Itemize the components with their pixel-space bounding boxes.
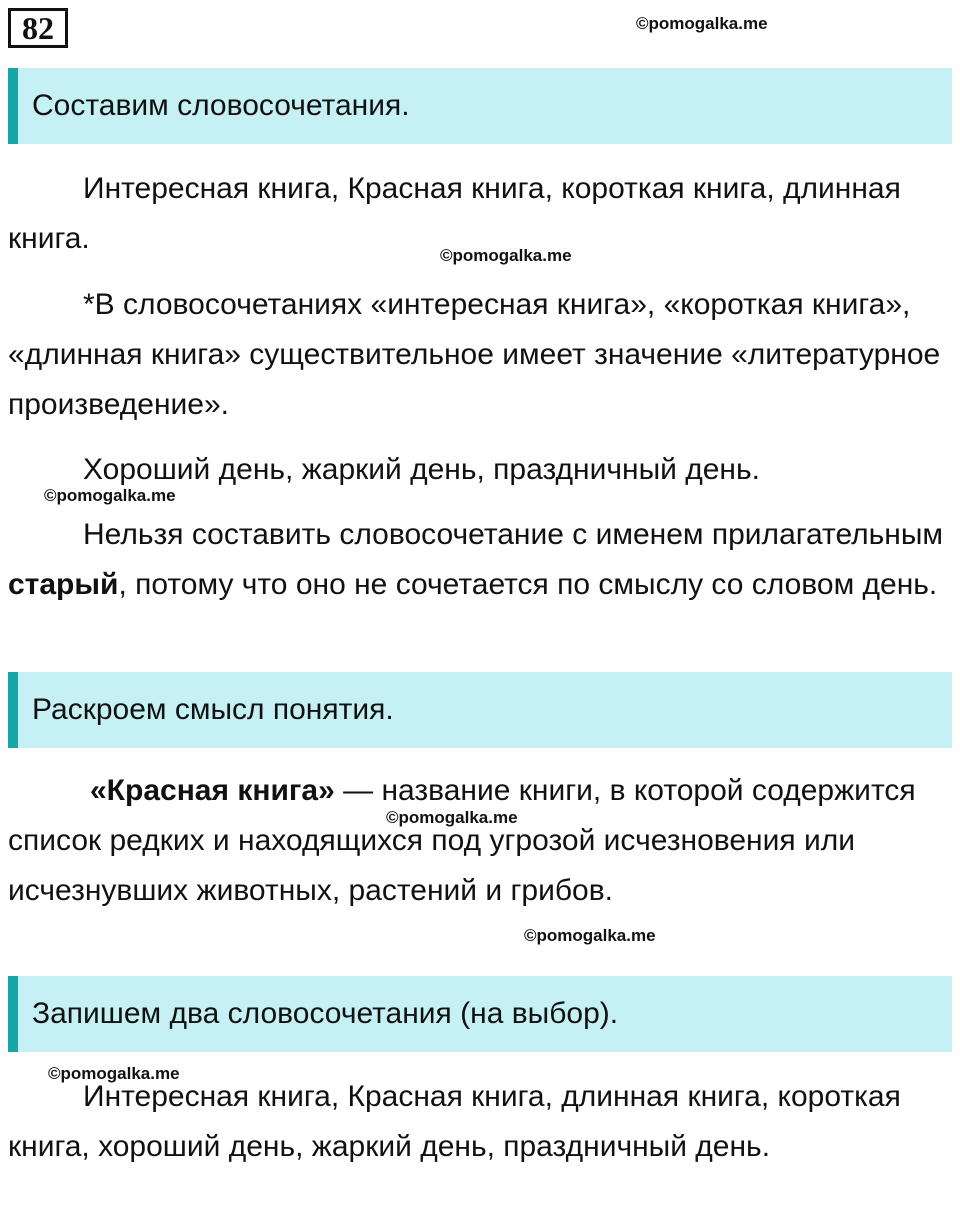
section-heading-2-text: Раскроем смысл понятия. [32,693,394,726]
watermark: ©pomogalka.me [524,926,656,945]
paragraph-1-text: Интересная книга, Красная книга, короткая книга, длинная книга. [8,172,901,255]
paragraph-4 [8,510,948,610]
paragraph-4-text-start: Нельзя составить словосочетание с именем прилагательным [83,518,944,551]
paragraph-4-text-end: , потому что оно не сочетается по смыслу со словом день. [118,568,938,601]
watermark: ©pomogalka.me [636,14,768,33]
paragraph-3-text: Хороший день, жаркий день, праздничный день. [83,453,760,486]
paragraph-2 [8,280,948,430]
section-heading-1-text: Составим словосочетания. [32,89,410,122]
exercise-number: 82 [8,8,68,48]
paragraph-5-term: «Красная книга» [90,774,335,807]
paragraph-5 [8,766,948,916]
paragraph-4-bold-word: старый [8,568,119,601]
section-heading-2 [8,672,952,748]
section-heading-1 [8,68,952,144]
paragraph-2-text: *В словосочетаниях «интересная книга», «короткая книга», «длинная книга» существительное имеет значение «литературное произведение». [8,288,941,421]
paragraph-5-text: — название книги, в которой содержится список редких и находящихся под угрозой исчезновения или исчезнувших животных, растений и грибов. [8,774,916,907]
watermark: ©pomogalka.me [386,808,518,827]
section-heading-3-text: Запишем два словосочетания (на выбор). [32,997,619,1030]
paragraph-6 [8,1072,948,1172]
watermark: ©pomogalka.me [48,1064,180,1083]
watermark: ©pomogalka.me [440,246,572,265]
watermark: ©pomogalka.me [44,486,176,505]
section-heading-3 [8,976,952,1052]
paragraph-6-text: Интересная книга, Красная книга, длинная книга, короткая книга, хороший день, жаркий день, праздничный день. [8,1080,901,1163]
